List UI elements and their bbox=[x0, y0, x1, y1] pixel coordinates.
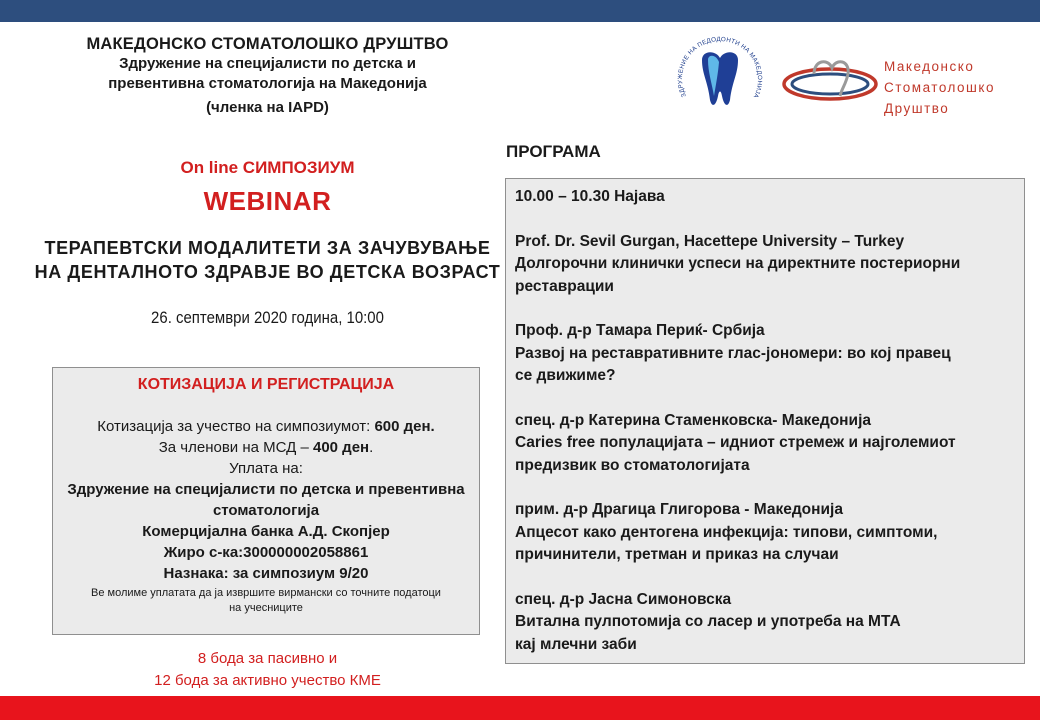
registration-box bbox=[52, 367, 480, 635]
cme-points bbox=[50, 648, 485, 692]
program-item bbox=[515, 231, 1024, 299]
webinar-label: WEBINAR bbox=[203, 186, 332, 216]
cme-points-line2: 12 бода за активно учество КМЕ bbox=[154, 672, 381, 689]
fee-label: Котизација за учество на симпозиумот: bbox=[97, 418, 371, 435]
fee-amount: 600 ден. bbox=[374, 418, 435, 435]
payment-note-line1: Ве молиме уплатата да ја извршите вирмански со точните податоци bbox=[91, 587, 441, 599]
registration-title: КОТИЗАЦИЈА И РЕГИСТРАЦИЈА bbox=[137, 376, 395, 393]
msd-logo-line3: Друштво bbox=[884, 101, 950, 116]
payment-note bbox=[53, 586, 479, 616]
tooth-logo-arc-text: ЗДРУЖЕНИЕ НА ПЕДОДОНТИ НА МАКЕДОНИЈА bbox=[676, 35, 764, 100]
tooth-icon bbox=[702, 52, 738, 105]
association-name-line2: превентивна стоматологија на Македонија bbox=[108, 75, 427, 92]
program-item bbox=[515, 589, 1024, 657]
association-name-line1: Здружение на специјалисти по детска и bbox=[119, 55, 416, 72]
cme-points-line1: 8 бода за пасивно и bbox=[197, 650, 338, 667]
organization-header bbox=[50, 34, 485, 118]
program-heading: ПРОГРАМА bbox=[506, 142, 601, 161]
member-fee-label: За членови на МСД – bbox=[158, 439, 309, 456]
program-speaker: Prof. Dr. Sevil Gurgan, Hacettepe University – Turkey bbox=[515, 232, 905, 250]
fee-line bbox=[53, 416, 479, 437]
program-topic-line1: Развој на реставративните глас-јономери: во кој правец bbox=[515, 344, 951, 362]
program-topic-line1: Витална пулпотомија со ласер и употреба на МТА bbox=[515, 613, 901, 630]
program-topic-line1: Апцесот како дентогена инфекција: типови, симптоми, bbox=[515, 523, 938, 541]
msd-logo-blue-ring bbox=[792, 74, 868, 94]
payment-purpose: Назнака: за симпозиум 9/20 bbox=[163, 565, 369, 582]
bank-name: Комерцијална банка А.Д. Скопјер bbox=[142, 523, 390, 540]
program-topic-line1: Долгорочни клинички успеси на директните постериорни bbox=[515, 255, 961, 272]
program-topic-line1: Caries free популацијата – идниот стремеж и најголемиот bbox=[515, 434, 956, 451]
msd-tooth-outline-icon bbox=[814, 62, 848, 96]
event-title-line2: НА ДЕНТАЛНОТО ЗДРАВЈЕ ВО ДЕТСКА ВОЗРАСТ bbox=[34, 262, 501, 282]
program-topic-line2: реставрации bbox=[515, 277, 614, 295]
member-fee-amount: 400 ден bbox=[312, 439, 370, 456]
recipient-line1: Здружение на специјалисти по детска и превентивна bbox=[67, 481, 465, 498]
org-name: МАКЕДОНСКО СТОМАТОЛОШКО ДРУШТВО bbox=[86, 35, 449, 53]
event-title bbox=[30, 236, 505, 284]
member-fee-suffix: . bbox=[369, 439, 374, 456]
program-item bbox=[515, 499, 1024, 567]
online-symposium-label: On line СИМПОЗИУМ bbox=[180, 158, 355, 177]
event-title-line1: ТЕРАПЕВТСКИ МОДАЛИТЕТИ ЗА ЗАЧУВУВАЊЕ bbox=[44, 238, 491, 258]
program-speaker: спец. д-р Јасна Симоновска bbox=[515, 590, 732, 608]
msd-logo-line2: Стоматолошко bbox=[884, 80, 995, 95]
msd-logo-line1: Македонско bbox=[884, 59, 975, 74]
iapd-membership: (членка на IAPD) bbox=[206, 99, 329, 116]
top-banner-bar bbox=[0, 0, 1040, 22]
program-box bbox=[505, 178, 1025, 664]
bottom-banner-bar bbox=[0, 696, 1040, 720]
program-intro: 10.00 – 10.30 Најава bbox=[515, 188, 665, 205]
program-topic-line2: предизвик во стоматологијата bbox=[515, 456, 750, 474]
account-number: Жиро с-ка:300000002058861 bbox=[163, 544, 369, 561]
payment-note-line2: на учесниците bbox=[229, 602, 303, 614]
program-speaker: Проф. д-р Тамара Периќ- Србија bbox=[515, 322, 765, 339]
member-fee-line bbox=[53, 437, 479, 458]
program-speaker: прим. д-р Драгица Глигорова - Македонија bbox=[515, 501, 843, 518]
program-topic-line2: причинители, третман и приказ на случаи bbox=[515, 546, 839, 563]
program-topic-line2: кај млечни заби bbox=[515, 635, 637, 653]
msd-logo-text bbox=[884, 56, 995, 119]
program-item bbox=[515, 410, 1024, 478]
program-speaker: спец. д-р Катерина Стаменковска- Македонија bbox=[515, 411, 871, 429]
payment-to: Уплата на: bbox=[229, 460, 303, 477]
program-item bbox=[515, 320, 1024, 388]
event-date: 26. септември 2020 година, 10:00 bbox=[151, 308, 384, 327]
msd-logo bbox=[780, 52, 880, 112]
program-topic-line2: се движиме? bbox=[515, 367, 616, 384]
pedodontics-tooth-logo bbox=[672, 30, 768, 126]
recipient-line2: стоматологија bbox=[212, 502, 320, 519]
